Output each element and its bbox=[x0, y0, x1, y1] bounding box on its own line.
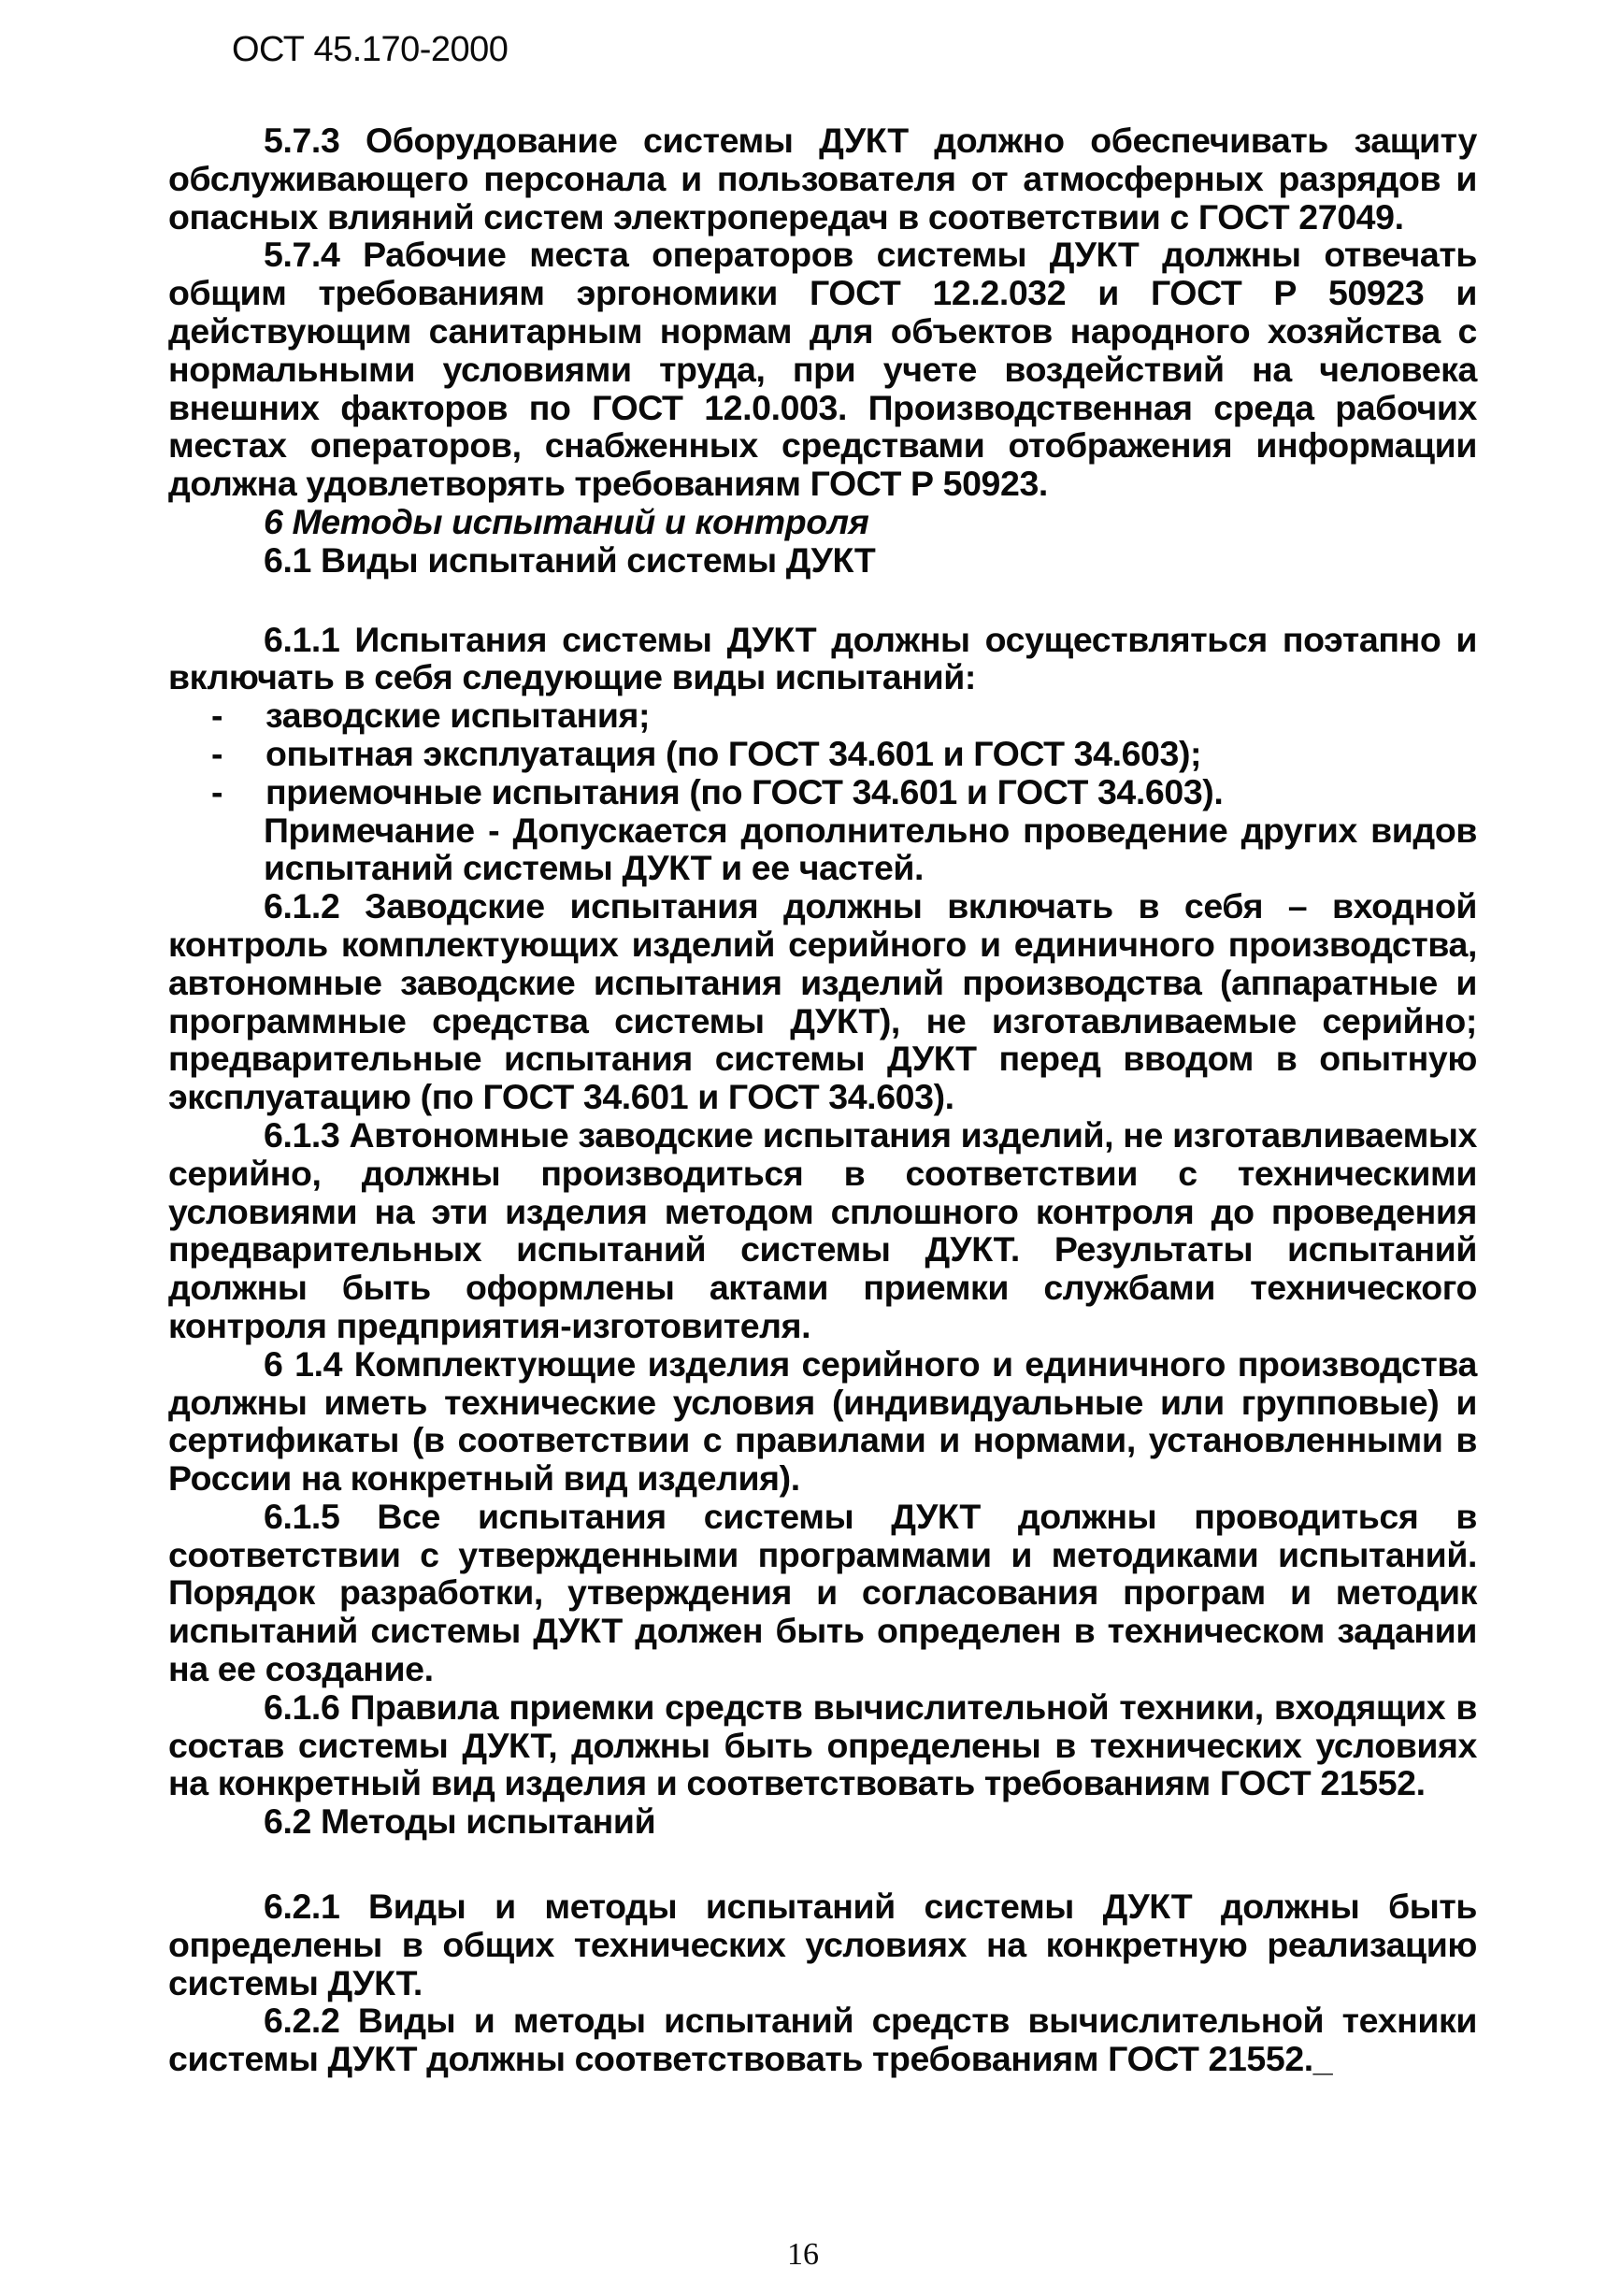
list-item bbox=[168, 773, 1477, 811]
test-types-list bbox=[168, 696, 1477, 811]
list-item bbox=[168, 696, 1477, 735]
section-6-heading: 6 Методы испытаний и контроля bbox=[264, 501, 869, 541]
list-item-text: заводские испытания; bbox=[265, 696, 651, 736]
paragraph-6-2-1: 6.2.1 Виды и методы испытаний системы ДУКТ должны быть определены в общих технических условиях на конкретную реализацию системы ДУКТ. bbox=[168, 1887, 1477, 2002]
document-body bbox=[168, 122, 1477, 2078]
note-6-1-1: Примечание - Допускается дополнительно проведение других видов испытаний системы ДУКТ и ее частей. bbox=[264, 810, 1477, 888]
paragraph-5-7-4: 5.7.4 Рабочие места операторов системы ДУКТ должны отвечать общим требованиям эргономики ГОСТ 12.2.032 и ГОСТ Р 50923 и действующим санитарным нормам для объектов народного хозяйства с нормальными условиями труда, при учете воздействий на человека внешних факторов по ГОСТ 12.0.003. Производственная среда рабочих местах операторов, снабженных средствами отображения информации должна удовлетворять требованиям ГОСТ Р 50923. bbox=[168, 235, 1477, 504]
document-code: ОСТ 45.170-2000 bbox=[232, 30, 509, 69]
paragraph-5-7-3: 5.7.3 Оборудование системы ДУКТ должно обеспечивать защиту обслуживающего персонала и пользователя от атмосферных разрядов и опасных влияний систем электропередач в соответствии с ГОСТ 27049. bbox=[168, 121, 1477, 237]
list-item-text: приемочные испытания (по ГОСТ 34.601 и ГОСТ 34.603). bbox=[265, 771, 1224, 811]
page-number: 16 bbox=[787, 2237, 819, 2272]
paragraph-6-2-2: 6.2.2 Виды и методы испытаний средств вычислительной техники системы ДУКТ должны соответствовать требованиям ГОСТ 21552._ bbox=[168, 2001, 1477, 2079]
subsection-6-2-heading: 6.2 Методы испытаний bbox=[264, 1801, 656, 1842]
paragraph-6-1-1: 6.1.1 Испытания системы ДУКТ должны осуществляться поэтапно и включать в себя следующие виды испытаний: bbox=[168, 619, 1477, 697]
paragraph-6-1-6: 6.1.6 Правила приемки средств вычислительной техники, входящих в состав системы ДУКТ, должны быть определены в технических условиях на конкретный вид изделия и соответствовать требованиям ГОСТ 21552. bbox=[168, 1686, 1477, 1803]
list-dash: - bbox=[210, 696, 223, 736]
paragraph-6-1-5: 6.1.5 Все испытания системы ДУКТ должны проводиться в соответствии с утвержденными программами и методиками испытаний. Порядок разработки, утверждения и согласования програм и методик испытаний системы ДУКТ должен быть определен в техническом задании на ее создание. bbox=[168, 1496, 1477, 1689]
list-item bbox=[168, 735, 1477, 773]
paragraph-6-1-3: 6.1.3 Автономные заводские испытания изделий, не изготавливаемых серийно, должны производиться в соответствии с техническими условиями на эти изделия методом сплошного контроля до проведения предварительных испытаний системы ДУКТ. Результаты испытаний должны быть оформлены актами приемки службами технического контроля предприятия-изготовителя. bbox=[168, 1114, 1477, 1345]
paragraph-6-1-2: 6.1.2 Заводские испытания должны включать в себя – входной контроль комплектующих изделий серийного и единичного производства, автономные заводские испытания изделий производства (аппаратные и программные средства системы ДУКТ), не изготавливаемые серийно; предварительные испытания системы ДУКТ перед вводом в опытную эксплуатацию (по ГОСТ 34.601 и ГОСТ 34.603). bbox=[168, 886, 1477, 1117]
subsection-6-1-heading: 6.1 Виды испытаний системы ДУКТ bbox=[264, 539, 876, 580]
list-dash: - bbox=[210, 771, 223, 811]
list-dash: - bbox=[210, 733, 223, 773]
paragraph-6-1-4: 6 1.4 Комплектующие изделия серийного и единичного производства должны иметь технические условия (индивидуальные или групповые) и сертификаты (в соответствии с правилами и нормами, установленными в России на конкретный вид изделия). bbox=[168, 1343, 1477, 1499]
list-item-text: опытная эксплуатация (по ГОСТ 34.601 и ГОСТ 34.603); bbox=[265, 733, 1202, 773]
